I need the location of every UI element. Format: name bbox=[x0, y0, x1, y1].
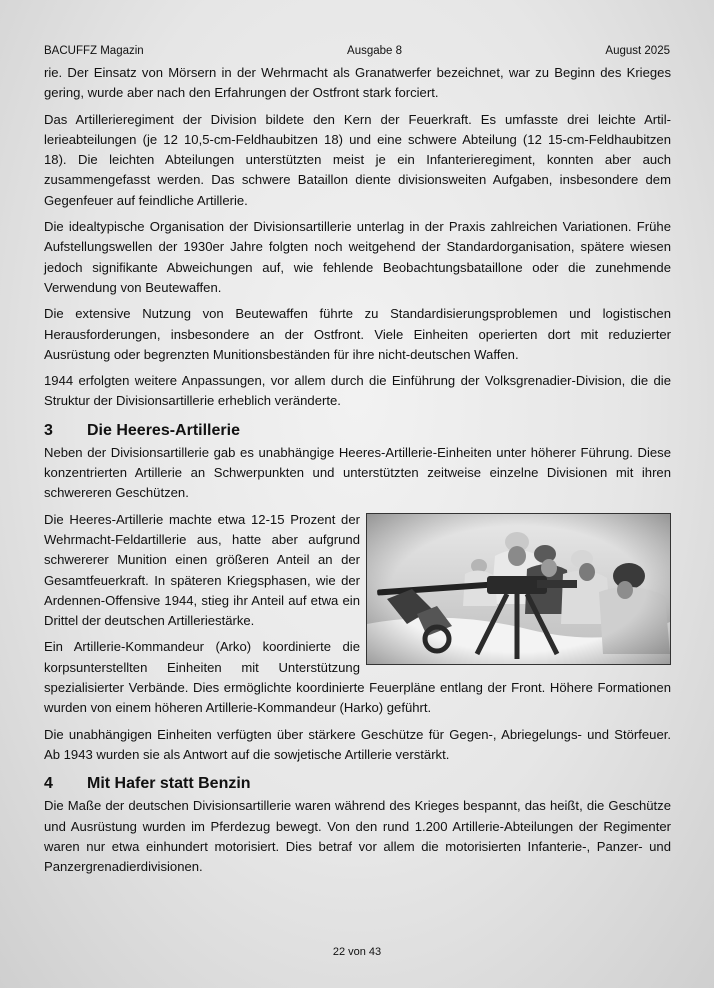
section-title: Mit Hafer statt Benzin bbox=[87, 775, 251, 793]
section-number: 3 bbox=[44, 421, 53, 439]
paragraph: Die Heeres-Artillerie machte etwa 12-15 Prozent der Wehrmacht-Feldartillerie aus, hatte aber aufgrund schwererer Munition einen größeren Anteil an der Gesamtfeuerkraft. In späteren Kriegsphasen, wie der Ardennen-Offensive 1944, stieg ihr Anteil auf etwa ein Drittel der deutschen Artilleriestärke. bbox=[44, 511, 360, 629]
page-header bbox=[44, 44, 670, 58]
page-number: 22 von 43 bbox=[332, 946, 382, 958]
section-heading bbox=[44, 421, 671, 441]
paragraph: Das Artillerieregiment der Division bildete den Kern der Feuerkraft. Es umfasste drei leichte Artillerieabteilungen (je 12 10,5-cm-Feldhaubitzen 18) und eine schwere Abteilung (12 15-cm-Feldhaubitzen 18). Die leichten Abteilungen unterstützten meist je ein Infanterieregiment, konnten aber auch zusammengefasst werden. Das schwere Bataillon diente divisionsweiten Aufgaben, insbesondere dem Gegenfeuer auf feindliche Artillerie. bbox=[44, 111, 671, 208]
section-title: Die Heeres-Artillerie bbox=[87, 421, 240, 439]
paragraph: rie. Der Einsatz von Mörsern in der Wehrmacht als Granatwerfer bezeichnet, war zu Beginn des Krieges gering, wurde aber nach den Erfahrungen der Ostfront stark forciert. bbox=[44, 65, 671, 101]
paragraph: Ein Artillerie-Kommandeur (Arko) koordinierte die korpsunterstellten Einheiten mit Unterstützung spezialisierter Verbände. Dies ermöglichte koordinierte Feuerpläne entlang der Front. Höhere Formationen wurden von einem höheren Artillerie-Kommandeur (Harko) geführt. bbox=[44, 639, 671, 716]
paragraph: Die Maße der deutschen Divisionsartillerie waren während des Krieges bespannt, das heißt, die Geschütze und Ausrüstung wurden im Pferdezug bewegt. Von den rund 1.200 Artillerie-Abteilungen der Regimenter waren nur etwa einhundert motorisiert. Dies betraf vor allem die motorisierten Infanterie-, Panzer- und Panzergrenadierdivisionen. bbox=[44, 798, 671, 875]
section-number: 4 bbox=[44, 775, 53, 793]
magazine-name: BACUFFZ Magazin bbox=[44, 45, 144, 57]
paragraph: Die extensive Nutzung von Beutewaffen führte zu Standardisierungsproblemen und logistischen Herausforderungen, insbesondere an der Ostfront. Viele Einheiten operierten dort mit reduzierter Ausrüstung oder begrenzten Munitionsbeständen für ihre nicht-deutschen Waffen. bbox=[44, 306, 671, 362]
article-body bbox=[44, 63, 671, 883]
issue-date: August 2025 bbox=[605, 45, 670, 57]
paragraph: Neben der Divisionsartillerie gab es unabhängige Heeres-Artillerie-Einheiten unter höherer Führung. Diese konzentrierten Artillerie an Schwerpunkten und unterstützten zeitweise einzelne Divisionen mit ihren schwereren Geschützen. bbox=[44, 444, 671, 501]
artillery-photo bbox=[366, 513, 671, 665]
paragraph: Die idealtypische Organisation der Divisionsartillerie unterlag in der Praxis zahlreichen Variationen. Frühe Aufstellungswellen der 1930er Jahre folgten noch weitgehend der Standardorganisation, spätere wiesen jedoch signifikante Abweichungen auf, wie fehlende Beobachtungsbataillone oder die zunehmende Verwendung von Beutewaffen. bbox=[44, 219, 671, 295]
paragraph: Die unabhängigen Einheiten verfügten über stärkere Geschütze für Gegen-, Abriegelungs- und Störfeuer. Ab 1943 wurden sie als Antwort auf die sowjetische Artillerie verstärkt. bbox=[44, 726, 671, 762]
issue-number: Ausgabe 8 bbox=[347, 45, 403, 57]
paragraph: 1944 erfolgten weitere Anpassungen, vor allem durch die Einführung der Volksgrenadier-Division, die die Struktur der Divisionsartillerie erheblich veränderte. bbox=[44, 373, 671, 409]
section-heading bbox=[44, 774, 671, 794]
